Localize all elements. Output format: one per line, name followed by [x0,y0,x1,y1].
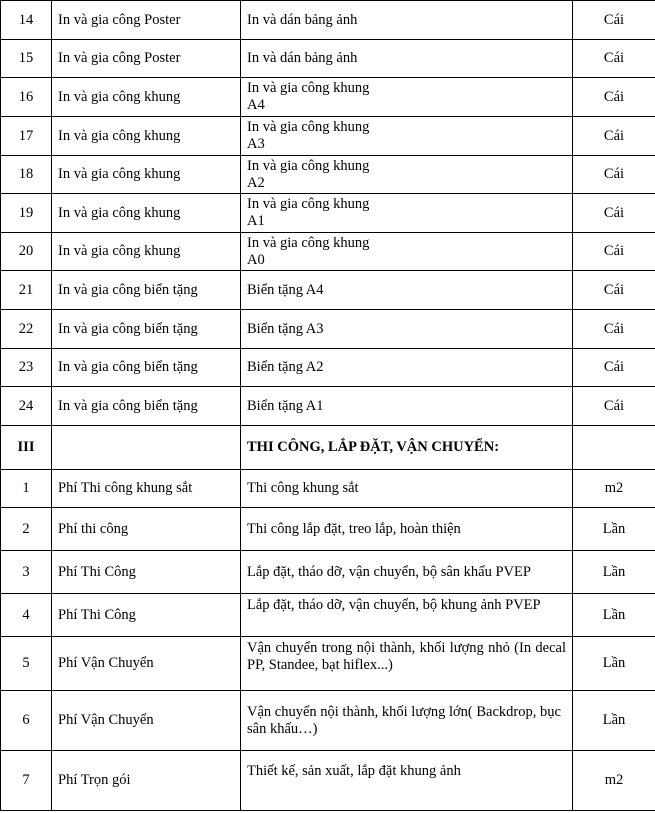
item-unit: Lần [573,691,655,751]
item-description: Biển tặng A3 [241,310,573,349]
table-row [1,156,655,194]
item-description: Thi công khung sắt [241,470,573,508]
item-description: In và gia công khung A4 [241,78,573,117]
row-number: 21 [1,271,52,310]
section-title: THI CÔNG, LẮP ĐẶT, VẬN CHUYỂN: [241,426,573,470]
item-name: Phí Thi Công [52,594,241,637]
table-body [1,1,655,811]
item-description: In và gia công khung A2 [241,156,573,194]
item-description: Lắp đặt, tháo dỡ, vận chuyển, bộ sân khấu PVEP [241,551,573,594]
table-row [1,470,655,508]
item-unit: Cái [573,78,655,117]
row-number: 24 [1,387,52,426]
item-unit: Cái [573,117,655,156]
item-description: Biển tặng A4 [241,271,573,310]
item-name: In và gia công khung [52,156,241,194]
item-unit: m2 [573,470,655,508]
table-row [1,691,655,751]
row-number: 17 [1,117,52,156]
row-number: 18 [1,156,52,194]
empty-cell [52,426,241,470]
item-unit: Cái [573,40,655,78]
item-description: Lắp đặt, tháo dỡ, vận chuyển, bộ khung ảnh PVEP [241,594,573,637]
item-unit: Cái [573,310,655,349]
item-name: Phí Vận Chuyển [52,691,241,751]
item-description: Biển tặng A2 [241,349,573,387]
row-number: 5 [1,637,52,691]
row-number: 6 [1,691,52,751]
row-number: 20 [1,233,52,271]
item-unit: Lần [573,594,655,637]
row-number: 1 [1,470,52,508]
row-number: 14 [1,1,52,40]
item-name: In và gia công khung [52,78,241,117]
table-row [1,1,655,40]
item-name: In và gia công khung [52,117,241,156]
item-name: In và gia công khung [52,233,241,271]
empty-cell [573,426,655,470]
item-unit: Cái [573,156,655,194]
table-row [1,751,655,811]
item-name: Phí Thi Công [52,551,241,594]
item-description: Thi công lắp đặt, treo lắp, hoàn thiện [241,508,573,551]
table-row [1,233,655,271]
item-name: In và gia công Poster [52,40,241,78]
item-name: In và gia công Poster [52,1,241,40]
row-number: 2 [1,508,52,551]
table-row [1,194,655,233]
item-name: In và gia công biển tặng [52,310,241,349]
row-number: 16 [1,78,52,117]
item-unit: Cái [573,271,655,310]
item-unit: Cái [573,387,655,426]
item-description: Vận chuyển nội thành, khối lượng lớn( Backdrop, bục sân khấu…) [241,691,573,751]
item-unit: m2 [573,751,655,811]
item-name: In và gia công khung [52,194,241,233]
item-unit: Cái [573,349,655,387]
table-row [1,594,655,637]
item-description: In và dán bảng ảnh [241,40,573,78]
row-number: 3 [1,551,52,594]
item-description: Biển tặng A1 [241,387,573,426]
row-number: 7 [1,751,52,811]
item-description: In và gia công khung A0 [241,233,573,271]
item-unit: Cái [573,233,655,271]
item-name: In và gia công biển tặng [52,271,241,310]
item-unit: Cái [573,194,655,233]
item-unit: Cái [573,1,655,40]
row-number: 23 [1,349,52,387]
table-row [1,349,655,387]
section-number: III [1,426,52,470]
item-name: In và gia công biển tặng [52,349,241,387]
section-header-row [1,426,655,470]
table-row [1,117,655,156]
table-row [1,387,655,426]
row-number: 22 [1,310,52,349]
table-row [1,40,655,78]
item-description: In và gia công khung A1 [241,194,573,233]
item-description: Vận chuyển trong nội thành, khối lượng nhỏ (In decal PP, Standee, bạt hiflex...) [241,637,573,691]
item-unit: Lần [573,551,655,594]
item-unit: Lần [573,508,655,551]
item-name: Phí Trọn gói [52,751,241,811]
table-row [1,78,655,117]
row-number: 19 [1,194,52,233]
row-number: 15 [1,40,52,78]
row-number: 4 [1,594,52,637]
item-name: In và gia công biển tặng [52,387,241,426]
item-description: Thiết kế, sản xuất, lắp đặt khung ảnh [241,751,573,811]
item-name: Phí Vận Chuyển [52,637,241,691]
table-row [1,637,655,691]
table-row [1,508,655,551]
item-description: In và dán bảng ảnh [241,1,573,40]
table-row [1,551,655,594]
item-name: Phí thi công [52,508,241,551]
table-row [1,271,655,310]
item-name: Phí Thi công khung sắt [52,470,241,508]
item-unit: Lần [573,637,655,691]
table-row [1,310,655,349]
item-description: In và gia công khung A3 [241,117,573,156]
